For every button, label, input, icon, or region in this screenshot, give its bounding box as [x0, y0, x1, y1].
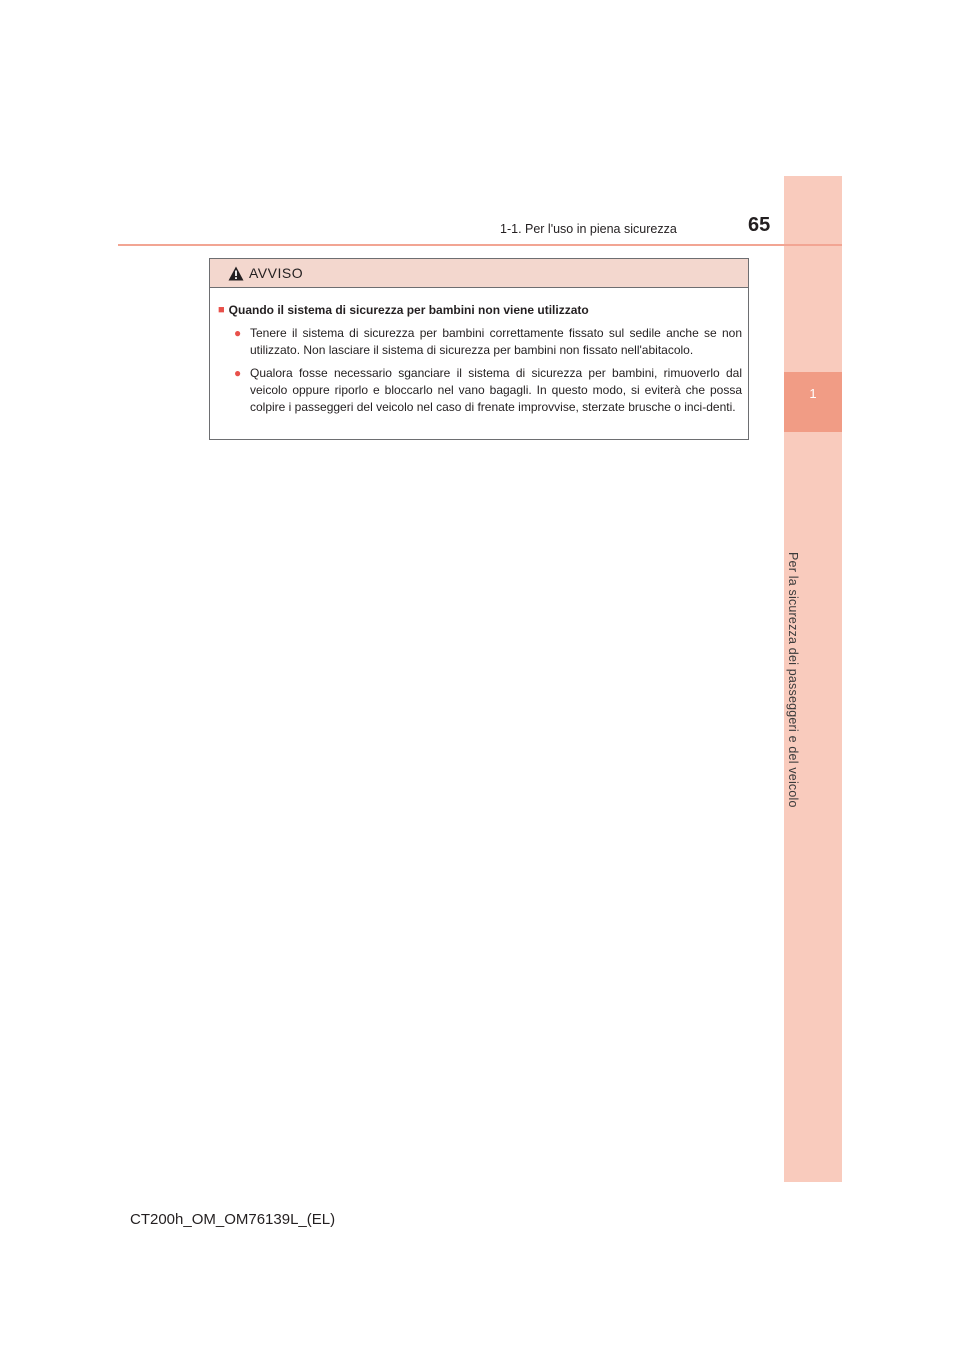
- list-item-text: Qualora fosse necessario sganciare il sistema di sicurezza per bambini, rimuoverlo dal veicolo oppure riporlo e bloccarlo nel vano bagagli. In questo modo, si eviterà che possa colpire i passeggeri del veicolo nel caso di frenate improvvise, sterzate brusche o inci-denti.: [250, 366, 742, 414]
- warning-subheading: [218, 302, 742, 319]
- list-item-text: Tenere il sistema di sicurezza per bambini correttamente fissato sul sedile anche se non utilizzato. Non lasciare il sistema di sicurezza per bambini non fissato nell'abitacolo.: [250, 326, 742, 357]
- header-rule: [118, 244, 842, 246]
- warning-body: [210, 288, 748, 416]
- section-title: 1-1. Per l'uso in piena sicurezza: [500, 222, 677, 236]
- document-code: CT200h_OM_OM76139L_(EL): [130, 1211, 336, 1228]
- circle-bullet-icon: ●: [234, 326, 242, 340]
- chapter-title: Per la sicurezza dei passeggeri e del veicolo: [786, 552, 800, 808]
- warning-header: [210, 259, 748, 288]
- page-number: 65: [748, 214, 771, 236]
- warning-triangle-icon: [228, 266, 244, 281]
- list-item: [234, 325, 742, 359]
- warning-subheading-text: Quando il sistema di sicurezza per bambini non viene utilizzato: [228, 303, 589, 317]
- square-bullet-icon: ■: [218, 304, 225, 316]
- side-tab-chapter-marker: [784, 372, 842, 432]
- list-item: [234, 365, 742, 416]
- circle-bullet-icon: ●: [234, 366, 242, 380]
- warning-label: AVVISO: [249, 265, 304, 281]
- warning-box: [209, 258, 749, 440]
- chapter-number: 1: [809, 386, 817, 401]
